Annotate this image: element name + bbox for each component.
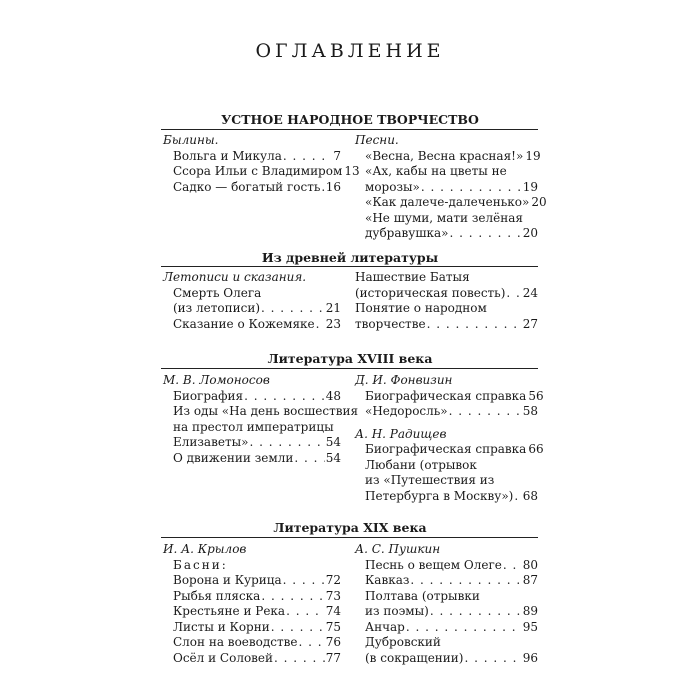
toc-entry-line: на престол императрицы [173,419,334,434]
toc-entry[interactable]: Биографическая справка 66 [365,442,544,456]
c18-left-column [163,373,359,466]
page-title: ОГЛАВЛЕНИЕ [255,40,445,62]
c18-right-column [355,373,544,504]
toc-entry[interactable]: Кавказ . . . 87 [355,573,538,589]
toc-entry[interactable]: Вольга и Микула . . . 7 [163,149,341,165]
author-name: А. Н. Радищев [355,426,447,441]
section-heading-19th: Литература XIX века [273,520,427,535]
toc-entry[interactable]: (в сокращении) . . . 96 [355,651,538,667]
toc-entry[interactable]: «Как далече-далеченько» 20 [365,195,547,209]
toc-entry-line: Понятие о народном [355,301,487,315]
toc-entry[interactable]: Анчар . . . 95 [355,620,538,636]
category-label: Летописи и сказания. [163,270,307,284]
toc-entry[interactable]: дубравушка» . . . 20 [355,226,538,242]
toc-entry[interactable]: «Весна, Весна красная!» 19 [365,148,541,163]
section-divider [161,537,538,538]
c19-right-column [355,542,538,666]
toc-entry[interactable]: Сказание о Кожемяке . . . 23 [163,317,341,333]
toc-entry[interactable]: Садко — богатый гость . . . 16 [163,180,341,196]
toc-entry-line: Дубровский [365,635,441,649]
author-name: М. В. Ломоносов [163,373,270,387]
toc-entry[interactable]: О движении земли . . . 54 [163,451,341,467]
toc-entry[interactable]: Ворона и Курица . . . 72 [163,573,341,589]
category-label: Былины. [163,133,219,147]
toc-entry[interactable]: Осёл и Соловей . . . 77 [163,651,341,667]
toc-entry[interactable]: Песнь о вещем Олеге . . . 80 [355,558,538,574]
folk-left-column [163,133,360,195]
ancient-left-column [163,270,341,332]
subheading: Басни: [173,557,228,572]
toc-entry[interactable]: Биографическая справка 56 [365,388,544,403]
section-heading-folk: УСТНОЕ НАРОДНОЕ ТВОРЧЕСТВО [221,112,479,127]
toc-entry[interactable]: «Недоросль» . . . 58 [355,404,538,420]
author-name: Д. И. Фонвизин [355,373,453,387]
section-heading-ancient: Из древней литературы [261,250,439,265]
ancient-right-column [355,270,538,332]
toc-entry[interactable]: (историческая повесть) . . . 24 [355,286,538,302]
author-name: А. С. Пушкин [355,542,441,556]
toc-entry-line: Из оды «На день восшествия [173,404,359,418]
toc-entry-line: из «Путешествия из [365,473,495,487]
category-label: Песни. [355,133,399,147]
folk-right-column [355,133,547,242]
toc-entry[interactable]: творчестве . . . 27 [355,317,538,333]
section-divider [161,129,538,130]
section-divider [161,266,538,267]
toc-entry[interactable]: Ссора Ильи с Владимиром 13 [173,164,360,178]
author-name: И. А. Крылов [163,542,247,556]
toc-entry[interactable]: Листы и Корни . . . 75 [163,620,341,636]
toc-entry-line: «Ах, кабы на цветы не [365,164,507,178]
toc-entry[interactable]: Рыбья пляска . . . 73 [163,589,341,605]
toc-entry[interactable]: из поэмы) . . . 89 [355,604,538,620]
toc-entry[interactable]: (из летописи) . . . 21 [163,301,341,317]
toc-entry[interactable]: Крестьяне и Река . . . 74 [163,604,341,620]
toc-entry-line: Смерть Олега [173,285,262,300]
toc-entry-line: Полтава (отрывки [365,588,480,603]
toc-entry[interactable]: Биография . . . 48 [163,389,341,405]
toc-entry[interactable]: Слон на воеводстве . . . 76 [163,635,341,651]
section-divider [161,368,538,369]
toc-entry[interactable]: Петербурга в Москву») . . . 68 [355,489,538,505]
toc-entry[interactable]: Елизаветы» . . . 54 [163,435,341,451]
c19-left-column [163,542,341,666]
toc-entry[interactable]: морозы» . . . 19 [355,180,538,196]
toc-entry-line: Нашествие Батыя [355,270,470,284]
section-heading-18th: Литература XVIII века [267,351,433,366]
toc-entry-line: «Не шуми, мати зелёная [365,210,523,225]
toc-entry-line: Любани (отрывок [365,457,477,472]
